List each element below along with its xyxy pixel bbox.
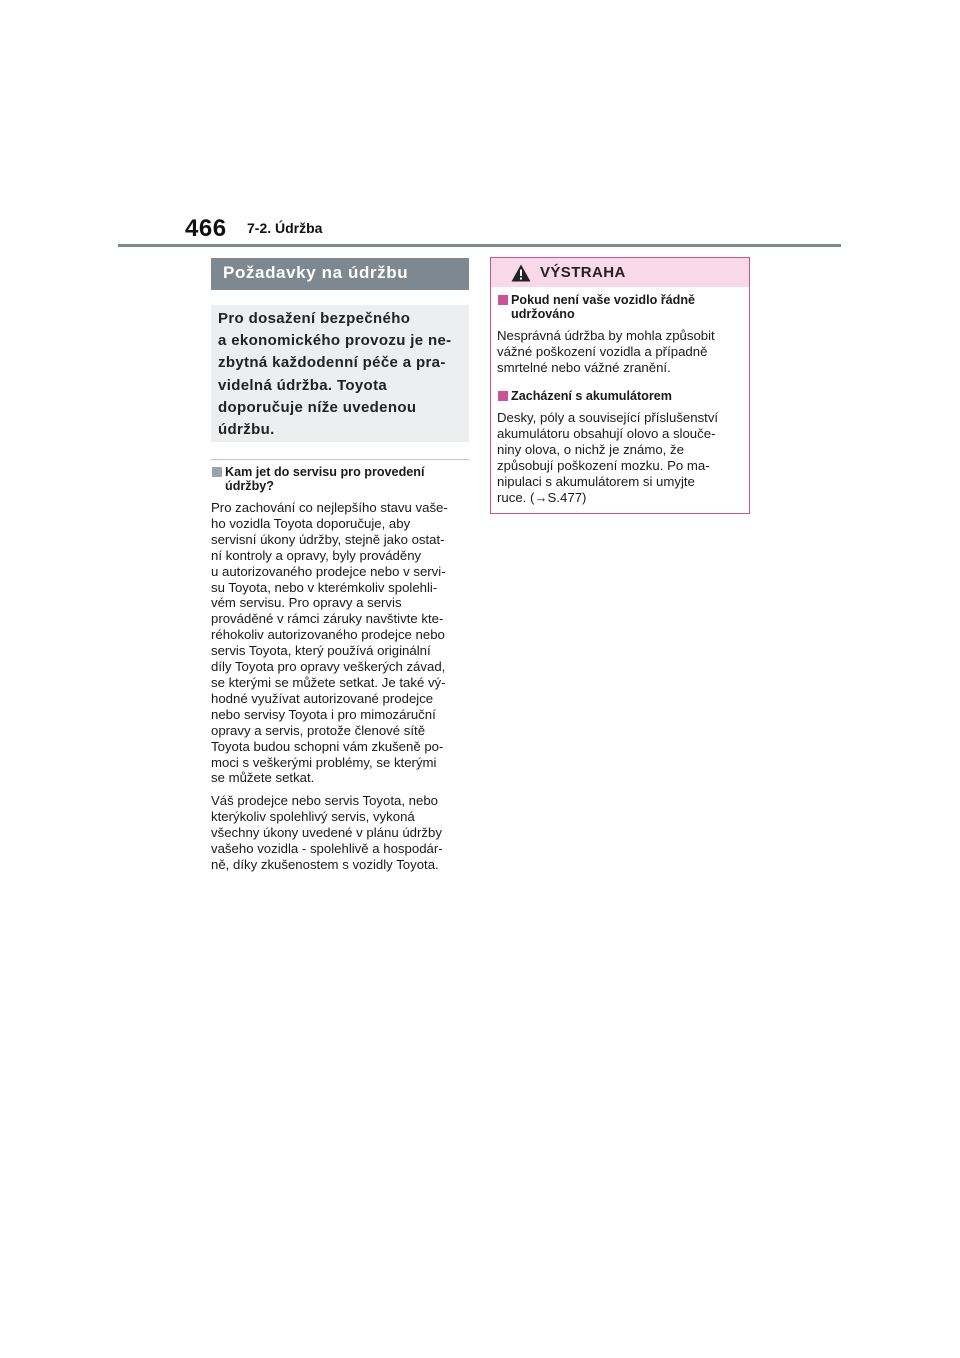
warning-item-body — [497, 328, 747, 376]
text-line: způsobují poškození mozku. Po ma- — [497, 457, 710, 473]
heading-line: udržováno — [511, 307, 575, 321]
item-heading — [211, 465, 471, 493]
square-bullet-icon — [498, 391, 508, 401]
heading-line: Kam jet do servisu pro provedení — [225, 465, 425, 479]
service-info-item — [211, 465, 471, 873]
text-line: ní kontroly a opravy, byly prováděny — [211, 547, 422, 563]
text-line: ně, díky zkušenostem s vozidly Toyota. — [211, 856, 439, 872]
text-line: servisní úkony údržby, stejně jako ostat- — [211, 531, 445, 547]
intro-line: videlná údržba. Toyota — [218, 376, 388, 394]
warning-header — [491, 258, 749, 287]
intro-line: údržbu. — [218, 421, 275, 439]
text-line: Váš prodejce nebo servis Toyota, nebo — [211, 793, 439, 809]
text-line: Nesprávná údržba by mohla způsobit — [497, 328, 715, 343]
section-label: 7-2. Údržba — [247, 220, 323, 236]
text-line: všechny úkony uvedené v plánu údržby — [211, 825, 442, 841]
text-line: hodné využívat autorizované prodejce — [211, 690, 434, 706]
text-line: se můžete setkat. — [211, 770, 315, 786]
paragraph-1 — [211, 500, 471, 786]
intro-box — [211, 305, 469, 442]
text-line: Toyota budou schopni vám zkušeně po- — [211, 738, 444, 754]
text-line: moci s veškerými problémy, se kterými — [211, 754, 437, 770]
intro-text — [218, 308, 461, 441]
square-bullet-icon — [212, 467, 222, 477]
text-line: vašeho vozidla - spolehlivě a hospodár- — [211, 841, 443, 857]
heading-line: Pokud není vaše vozidlo řádně — [511, 293, 696, 307]
warning-item-heading — [497, 293, 747, 321]
warning-title: VÝSTRAHA — [540, 264, 626, 281]
text-line: u autorizovaného prodejce nebo v servi- — [211, 563, 446, 579]
text-line: díly Toyota pro opravy veškerých závad, — [211, 659, 446, 675]
text-line: akumulátoru obsahují olovo a slouče- — [497, 425, 716, 441]
warning-item-body — [497, 410, 747, 505]
intro-line: doporučuje níže uvedenou — [218, 398, 417, 416]
text-line: réhokoliv autorizovaného prodejce nebo — [211, 627, 445, 643]
warning-item — [497, 389, 747, 505]
text-line: Desky, póly a související příslušenství — [497, 410, 719, 425]
intro-line: Pro dosažení bezpečného — [218, 310, 411, 327]
warning-item — [497, 293, 747, 376]
text-line: nipulaci s akumulátorem si umyjte — [497, 473, 695, 489]
text-line: opravy a servis, protože členové sítě — [211, 722, 426, 738]
text-line: prováděné v rámci záruky navštivte kte- — [211, 611, 444, 627]
text-line: nebo servisy Toyota i pro mimozáruční — [211, 706, 436, 722]
text-line: ruce. (→S.477) — [497, 489, 587, 505]
square-bullet-icon — [498, 295, 508, 305]
text-line: niny olova, o nichž je známo, že — [497, 441, 684, 457]
header-rule — [118, 244, 841, 247]
section-heading: Požadavky na údržbu — [223, 263, 409, 282]
heading-line: údržby? — [225, 479, 274, 493]
text-line: servis Toyota, který používá originální — [211, 643, 431, 659]
text-line: se kterými se můžete setkat. Je také vý- — [211, 674, 446, 690]
intro-line: zbytná každodenní péče a pra- — [218, 354, 446, 372]
text-line: kterýkoliv spolehlivý servis, vykoná — [211, 809, 415, 825]
divider — [211, 459, 469, 460]
text-line: ho vozidla Toyota doporučuje, aby — [211, 515, 411, 531]
text-line: vém servisu. Pro opravy a servis — [211, 595, 402, 611]
text-line: smrtelné nebo vážné zranění. — [497, 359, 671, 375]
paragraph-2 — [211, 793, 471, 873]
text-line: Pro zachování co nejlepšího stavu vaše- — [211, 500, 448, 515]
text-line: su Toyota, nebo v kterémkoliv spolehli- — [211, 579, 438, 595]
text-line: vážné poškození vozidla a případně — [497, 343, 708, 359]
warning-triangle-icon — [511, 264, 531, 287]
heading-line: Zacházení s akumulátorem — [511, 389, 672, 403]
page-number: 466 — [185, 215, 227, 242]
warning-box — [490, 257, 750, 514]
warning-item-heading — [497, 389, 747, 403]
intro-line: a ekonomického provozu je ne- — [218, 332, 452, 350]
